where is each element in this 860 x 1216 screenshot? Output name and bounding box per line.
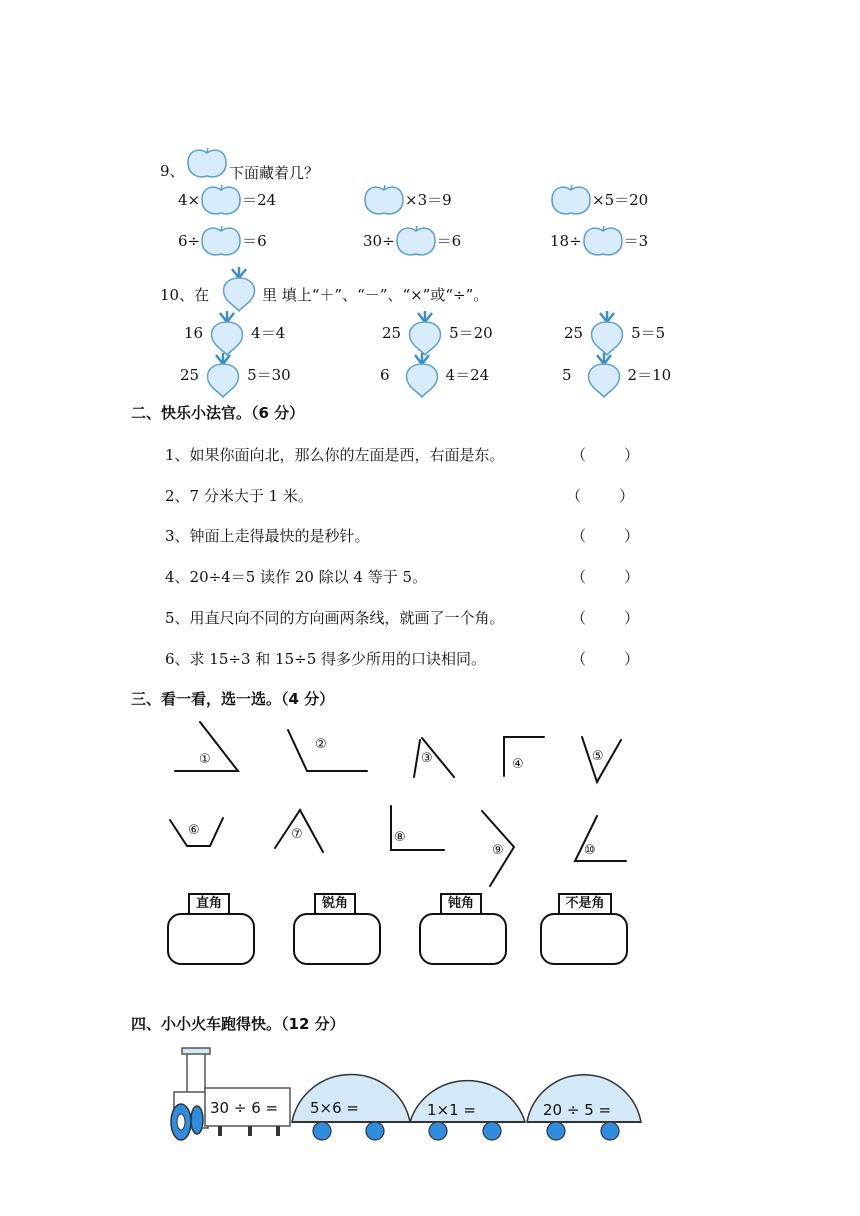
judge-item-2: 2、7 分米大于 1 米。 bbox=[165, 487, 313, 505]
q10-operand-a: 25 bbox=[180, 365, 200, 384]
judge-item-6: 6、求 15÷3 和 15÷5 得多少所用的口诀相同。 bbox=[165, 650, 487, 668]
category-label-right: 直角 bbox=[188, 893, 230, 913]
angle-shape-2 bbox=[288, 730, 367, 771]
q9-number: 9、 bbox=[160, 162, 185, 180]
q10-operand-b: 5＝5 bbox=[631, 323, 666, 342]
angle-label-1: ① bbox=[199, 752, 211, 767]
q10-operand-a: 25 bbox=[382, 323, 402, 342]
judge-item-1: 1、如果你面向北，那么你的左面是西，右面是东。 bbox=[165, 446, 505, 464]
judge-item-3: 3、钟面上走得最快的是秒针。 bbox=[165, 527, 370, 545]
answer-blank-4[interactable]: （ ） bbox=[571, 568, 640, 586]
q10-operand-a: 25 bbox=[564, 323, 584, 342]
q10-operand-a: 16 bbox=[184, 323, 204, 342]
angle-label-6: ⑥ bbox=[188, 823, 200, 838]
q10-operand-a: 6 bbox=[380, 365, 390, 384]
q9-item-pre: 4× bbox=[178, 190, 201, 209]
q10-operand-b: 4＝24 bbox=[445, 365, 490, 384]
train-engine-expression: 30 ÷ 6 = bbox=[210, 1099, 279, 1117]
q9-item-pre: 30÷ bbox=[363, 231, 395, 250]
q10-operand-b: 2＝10 bbox=[627, 365, 672, 384]
category-label-not-angle: 不是角 bbox=[558, 893, 612, 913]
category-box-acute-angle[interactable] bbox=[293, 913, 381, 965]
q9-item-post: ＝6 bbox=[242, 231, 267, 250]
q9-text: 下面藏着几？ bbox=[229, 164, 320, 182]
answer-blank-3[interactable]: （ ） bbox=[571, 527, 640, 545]
answer-blank-1[interactable]: （ ） bbox=[571, 446, 640, 464]
q10-operand-b: 5＝20 bbox=[449, 323, 493, 342]
q10-operand-b: 5＝30 bbox=[247, 365, 291, 384]
category-label-obtuse: 钝角 bbox=[440, 893, 482, 913]
answer-blank-6[interactable]: （ ） bbox=[571, 650, 640, 668]
section2-title: 二、快乐小法官。（6 分） bbox=[131, 404, 305, 422]
q9-item-pre: 6÷ bbox=[178, 231, 201, 250]
angle-shape-3 bbox=[414, 738, 454, 777]
category-box-not-angle[interactable] bbox=[540, 913, 628, 965]
angle-label-9: ⑨ bbox=[492, 843, 504, 858]
judge-item-5: 5、用直尺向不同的方向画两条线，就画了一个角。 bbox=[165, 609, 505, 627]
train-figure bbox=[0, 1040, 860, 1150]
q10-number: 10、在 bbox=[160, 286, 210, 304]
angle-label-2: ② bbox=[315, 737, 327, 752]
q9-item-pre: 18÷ bbox=[550, 231, 582, 250]
angle-label-10: ⑩ bbox=[584, 843, 596, 858]
judge-item-4: 4、20÷4＝5 读作 20 除以 4 等于 5。 bbox=[165, 568, 428, 586]
q10-text: 里 填上“＋”、“－”、“×”或“÷”。 bbox=[262, 286, 489, 304]
q10-operand-a: 5 bbox=[562, 365, 572, 384]
train-car-expression-2: 1×1 = bbox=[427, 1101, 476, 1119]
q9-item-post: ×3＝9 bbox=[405, 190, 452, 209]
angle-label-5: ⑤ bbox=[592, 749, 604, 764]
train-car-expression-3: 20 ÷ 5 = bbox=[543, 1101, 612, 1119]
angle-label-4: ④ bbox=[512, 757, 524, 772]
section3-title: 三、看一看，选一选。（4 分） bbox=[131, 690, 335, 708]
q10-operand-b: 4＝4 bbox=[251, 323, 286, 342]
q9-item-post: ＝6 bbox=[436, 231, 462, 250]
train-car-expression-1: 5×6 = bbox=[310, 1099, 359, 1117]
answer-blank-5[interactable]: （ ） bbox=[571, 609, 640, 627]
category-label-acute: 锐角 bbox=[314, 893, 356, 913]
angle-shape-10 bbox=[575, 816, 626, 861]
q9-item-post: ×5＝20 bbox=[592, 190, 649, 209]
angle-label-8: ⑧ bbox=[394, 830, 406, 845]
category-box-right-angle[interactable] bbox=[167, 913, 255, 965]
angle-label-3: ③ bbox=[421, 751, 433, 766]
answer-blank-2[interactable]: （ ） bbox=[566, 487, 635, 505]
category-box-obtuse-angle[interactable] bbox=[419, 913, 507, 965]
q9-item-post: ＝3 bbox=[623, 231, 649, 250]
angle-label-7: ⑦ bbox=[291, 827, 303, 842]
section4-title: 四、小小火车跑得快。（12 分） bbox=[131, 1015, 345, 1033]
train-engine bbox=[171, 1048, 290, 1140]
angle-shape-4 bbox=[504, 737, 544, 776]
q9-item-post: ＝24 bbox=[242, 190, 277, 209]
